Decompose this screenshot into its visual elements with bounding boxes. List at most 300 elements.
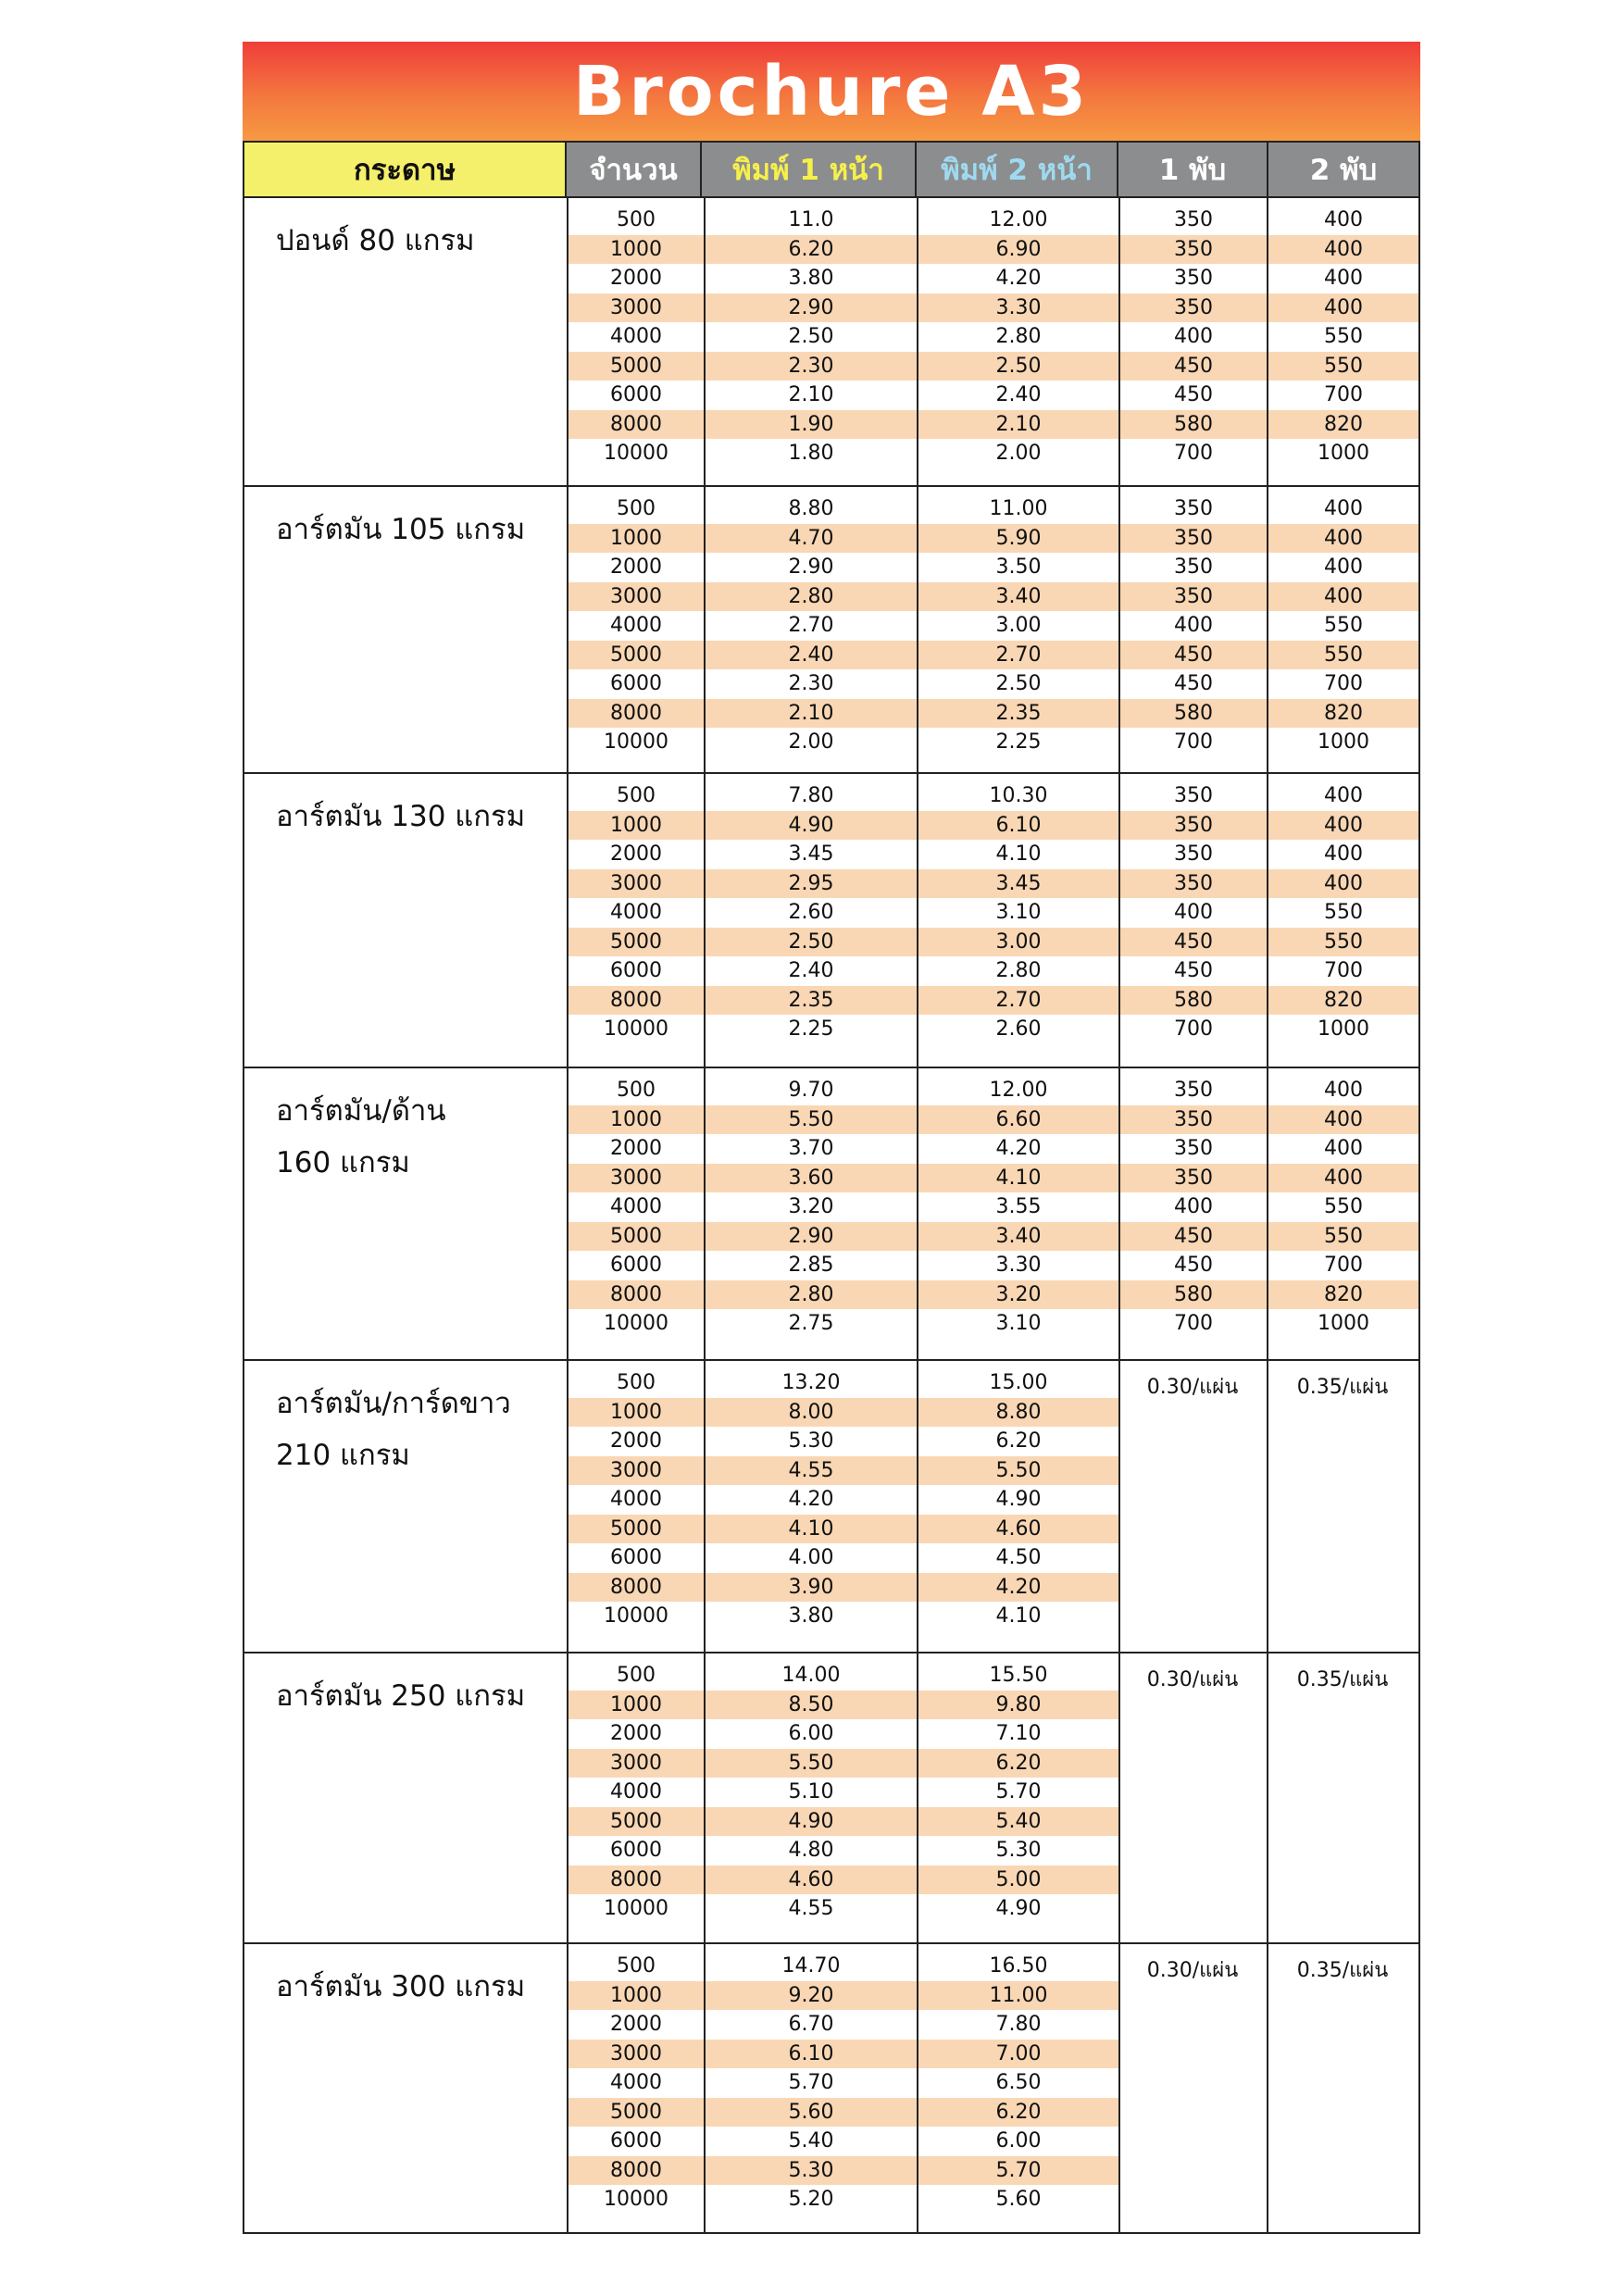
column-divider	[704, 487, 706, 772]
table-row	[568, 898, 1418, 928]
qty-cell: 3000	[568, 2040, 704, 2069]
column-divider	[917, 1068, 918, 1359]
print1-price-cell: 5.70	[704, 2068, 917, 2098]
qty-cell: 1000	[568, 811, 704, 841]
print1-price-cell: 3.80	[704, 264, 917, 293]
column-divider	[1267, 1068, 1268, 1359]
print1-price-cell: 2.80	[704, 582, 917, 612]
paper-type-line: อาร์ตมัน 105 แกรม	[276, 513, 526, 546]
print2-price-cell: 5.70	[917, 2156, 1118, 2186]
print2-price-cell: 5.90	[917, 524, 1118, 554]
fold1-price-cell	[1118, 1543, 1267, 1573]
table-row	[568, 1866, 1418, 1895]
fold1-price-cell: 350	[1118, 494, 1267, 524]
fold2-price-cell: 700	[1267, 669, 1418, 699]
print2-price-cell: 4.10	[917, 840, 1118, 869]
fold1-price-cell: 350	[1118, 1164, 1267, 1193]
table-row	[568, 1515, 1418, 1544]
fold2-price-cell	[1267, 2040, 1418, 2069]
table-row	[568, 264, 1418, 293]
print1-price-cell: 14.00	[704, 1661, 917, 1691]
paper-type	[244, 198, 568, 485]
column-divider	[704, 774, 706, 1067]
column-divider	[1267, 774, 1268, 1067]
header-paper: กระดาษ	[244, 143, 567, 196]
print1-price-cell: 2.95	[704, 869, 917, 899]
paper-type	[244, 1361, 568, 1652]
qty-cell: 3000	[568, 293, 704, 323]
qty-cell: 4000	[610, 901, 662, 925]
paper-type-line: อาร์ตมัน 250 แกรม	[276, 1679, 526, 1713]
fold2-price-cell: 400	[1267, 582, 1418, 612]
print1-price-cell: 2.35	[704, 986, 917, 1016]
header-fold2: 2 พับ	[1268, 143, 1418, 196]
print1-price-cell: 5.30	[704, 1427, 917, 1456]
fold2-price-cell: 550	[1267, 352, 1418, 381]
print1-price-cell: 1.80	[704, 439, 917, 468]
fold1-price-cell: 350	[1118, 524, 1267, 554]
print1-price-cell: 6.70	[704, 2010, 917, 2040]
fold2-price-cell	[1267, 1543, 1418, 1573]
qty-cell: 8000	[568, 1573, 704, 1603]
table-row	[568, 1164, 1418, 1193]
print2-price-cell: 4.90	[917, 1894, 1118, 1924]
table-row	[568, 1134, 1418, 1164]
print1-price-cell: 4.90	[704, 811, 917, 841]
qty-cell: 6000	[610, 1546, 662, 1570]
qty-cell: 3000	[568, 869, 704, 899]
paper-section	[243, 198, 1420, 487]
fold1-per-sheet-note: 0.30/แผ่น	[1118, 1370, 1267, 1403]
fold1-price-cell	[1118, 2185, 1267, 2215]
fold2-price-cell: 820	[1267, 986, 1418, 1016]
print2-price-cell: 3.20	[917, 1280, 1118, 1310]
fold2-price-cell: 1000	[1267, 728, 1418, 757]
print1-price-cell: 3.90	[704, 1573, 917, 1603]
paper-section	[243, 487, 1420, 774]
price-rows	[568, 1068, 1418, 1359]
print2-price-cell: 2.80	[917, 322, 1118, 352]
header-print2: พิมพ์ 2 หน้า	[917, 143, 1118, 196]
fold1-price-cell: 350	[1118, 869, 1267, 899]
table-row	[568, 1456, 1418, 1486]
print1-price-cell: 11.0	[704, 206, 917, 235]
fold2-price-cell: 400	[1267, 1134, 1418, 1164]
fold1-price-cell	[1118, 2068, 1267, 2098]
qty-cell: 2000	[610, 555, 662, 580]
fold1-price-cell: 700	[1118, 439, 1267, 468]
qty-cell: 4000	[610, 325, 662, 349]
print1-price-cell: 5.20	[704, 2185, 917, 2215]
price-rows	[568, 774, 1418, 1067]
qty-cell: 5000	[568, 1222, 704, 1252]
table-row	[568, 669, 1418, 699]
print1-price-cell: 14.70	[704, 1952, 917, 1981]
column-divider	[1118, 487, 1120, 772]
print1-price-cell: 2.50	[704, 322, 917, 352]
paper-type	[244, 1944, 568, 2232]
fold1-price-cell: 350	[1118, 781, 1267, 811]
print1-price-cell: 2.40	[704, 641, 917, 670]
column-divider	[1118, 1653, 1120, 1942]
paper-type-line: อาร์ตมัน/การ์ดขาว	[276, 1387, 511, 1420]
table-row	[568, 2010, 1418, 2040]
fold1-price-cell	[1118, 2098, 1267, 2128]
print2-price-cell: 3.00	[917, 611, 1118, 641]
qty-cell: 10000	[604, 730, 668, 755]
table-row	[568, 781, 1418, 811]
print2-price-cell: 11.00	[917, 494, 1118, 524]
print2-price-cell: 3.50	[917, 553, 1118, 582]
table-row	[568, 1076, 1418, 1105]
fold1-price-cell: 580	[1118, 986, 1267, 1016]
paper-section	[243, 1653, 1420, 1944]
print2-price-cell: 6.20	[917, 2098, 1118, 2128]
table-row	[568, 611, 1418, 641]
qty-cell: 5000	[568, 1515, 704, 1544]
print2-price-cell: 6.90	[917, 235, 1118, 265]
qty-cell: 4000	[610, 1780, 662, 1804]
fold2-price-cell: 820	[1267, 1280, 1418, 1310]
fold2-price-cell: 550	[1267, 322, 1418, 352]
table-row	[568, 439, 1418, 468]
qty-cell: 500	[617, 784, 656, 808]
fold2-price-cell	[1267, 1778, 1418, 1807]
print2-price-cell: 2.70	[917, 986, 1118, 1016]
qty-cell: 8000	[568, 1866, 704, 1895]
table-row	[568, 1222, 1418, 1252]
fold1-price-cell: 450	[1118, 1251, 1267, 1280]
qty-cell: 5000	[568, 352, 704, 381]
qty-cell: 4000	[610, 2071, 662, 2095]
table-row	[568, 811, 1418, 841]
fold1-price-cell: 350	[1118, 206, 1267, 235]
print1-price-cell: 4.90	[704, 1807, 917, 1837]
column-divider	[1118, 774, 1120, 1067]
column-divider	[1267, 487, 1268, 772]
print1-price-cell: 3.20	[704, 1192, 917, 1222]
qty-cell: 2000	[610, 1137, 662, 1161]
fold1-price-cell: 450	[1118, 352, 1267, 381]
print2-price-cell: 5.50	[917, 1456, 1118, 1486]
print2-price-cell: 2.80	[917, 956, 1118, 986]
print1-price-cell: 5.60	[704, 2098, 917, 2128]
price-rows	[568, 198, 1418, 485]
table-row	[568, 1894, 1418, 1924]
print1-price-cell: 9.20	[704, 1981, 917, 2011]
qty-cell: 500	[617, 1954, 656, 1978]
fold2-price-cell	[1267, 1719, 1418, 1749]
column-divider	[1118, 1361, 1120, 1652]
qty-cell: 2000	[610, 267, 662, 291]
qty-cell: 3000	[568, 582, 704, 612]
print1-price-cell: 4.80	[704, 1836, 917, 1866]
fold1-price-cell: 400	[1118, 611, 1267, 641]
fold2-price-cell: 400	[1267, 840, 1418, 869]
fold2-per-sheet-note: 0.35/แผ่น	[1267, 1370, 1418, 1403]
table-row	[568, 1192, 1418, 1222]
qty-cell: 4000	[610, 614, 662, 638]
table-row	[568, 2040, 1418, 2069]
fold1-price-cell: 350	[1118, 235, 1267, 265]
print2-price-cell: 8.80	[917, 1398, 1118, 1428]
print1-price-cell: 8.00	[704, 1398, 917, 1428]
fold2-price-cell: 400	[1267, 1105, 1418, 1135]
table-row	[568, 1105, 1418, 1135]
print1-price-cell: 2.30	[704, 352, 917, 381]
qty-cell: 8000	[568, 699, 704, 729]
fold1-price-cell: 580	[1118, 1280, 1267, 1310]
table-row	[568, 699, 1418, 729]
table-row	[568, 410, 1418, 440]
print1-price-cell: 2.25	[704, 1015, 917, 1044]
print1-price-cell: 7.80	[704, 781, 917, 811]
print1-price-cell: 3.80	[704, 1602, 917, 1631]
qty-cell: 500	[617, 208, 656, 232]
print1-price-cell: 5.50	[704, 1105, 917, 1135]
fold2-price-cell: 820	[1267, 410, 1418, 440]
print2-price-cell: 9.80	[917, 1691, 1118, 1720]
fold2-per-sheet-note: 0.35/แผ่น	[1267, 1663, 1418, 1695]
fold2-price-cell	[1267, 1836, 1418, 1866]
column-divider	[704, 198, 706, 485]
table-row	[568, 956, 1418, 986]
fold2-price-cell: 400	[1267, 293, 1418, 323]
fold2-price-cell: 400	[1267, 494, 1418, 524]
qty-cell: 6000	[610, 383, 662, 407]
print2-price-cell: 6.60	[917, 1105, 1118, 1135]
table-row	[568, 1836, 1418, 1866]
fold1-price-cell: 350	[1118, 264, 1267, 293]
fold2-price-cell: 1000	[1267, 1309, 1418, 1339]
fold1-price-cell: 580	[1118, 410, 1267, 440]
fold1-price-cell	[1118, 2040, 1267, 2069]
fold1-per-sheet-note: 0.30/แผ่น	[1118, 1953, 1267, 1986]
fold1-price-cell	[1118, 1573, 1267, 1603]
qty-cell: 8000	[568, 2156, 704, 2186]
paper-type	[244, 1653, 568, 1942]
fold1-price-cell: 350	[1118, 293, 1267, 323]
qty-cell: 10000	[604, 1017, 668, 1042]
fold2-price-cell: 700	[1267, 1251, 1418, 1280]
qty-cell: 6000	[610, 959, 662, 983]
qty-cell: 5000	[568, 2098, 704, 2128]
fold2-price-cell	[1267, 1894, 1418, 1924]
header-print1: พิมพ์ 1 หน้า	[702, 143, 917, 196]
print1-price-cell: 2.30	[704, 669, 917, 699]
table-row	[568, 322, 1418, 352]
fold1-price-cell	[1118, 1778, 1267, 1807]
page-title: Brochure A3	[572, 51, 1091, 131]
paper-section	[243, 1361, 1420, 1653]
print1-price-cell: 2.50	[704, 928, 917, 957]
column-divider	[1118, 1944, 1120, 2232]
print1-price-cell: 2.85	[704, 1251, 917, 1280]
fold2-price-cell: 1000	[1267, 439, 1418, 468]
qty-cell: 6000	[610, 2129, 662, 2153]
print2-price-cell: 2.25	[917, 728, 1118, 757]
fold1-price-cell: 400	[1118, 898, 1267, 928]
print2-price-cell: 6.20	[917, 1749, 1118, 1778]
print2-price-cell: 2.10	[917, 410, 1118, 440]
fold2-price-cell	[1267, 1456, 1418, 1486]
print2-price-cell: 5.60	[917, 2185, 1118, 2215]
fold1-price-cell	[1118, 2156, 1267, 2186]
print2-price-cell: 4.20	[917, 264, 1118, 293]
fold2-price-cell: 550	[1267, 1192, 1418, 1222]
column-divider	[917, 774, 918, 1067]
print2-price-cell: 2.60	[917, 1015, 1118, 1044]
qty-cell: 10000	[604, 2188, 668, 2212]
fold2-price-cell	[1267, 2127, 1418, 2156]
fold2-price-cell: 400	[1267, 524, 1418, 554]
print1-price-cell: 2.40	[704, 956, 917, 986]
fold1-price-cell: 700	[1118, 728, 1267, 757]
print1-price-cell: 4.70	[704, 524, 917, 554]
print2-price-cell: 3.30	[917, 1251, 1118, 1280]
table-row	[568, 869, 1418, 899]
fold2-price-cell: 400	[1267, 869, 1418, 899]
qty-cell: 1000	[568, 1691, 704, 1720]
print1-price-cell: 8.50	[704, 1691, 917, 1720]
paper-type-line: ปอนด์ 80 แกรม	[276, 224, 475, 257]
fold1-price-cell: 450	[1118, 641, 1267, 670]
print2-price-cell: 7.00	[917, 2040, 1118, 2069]
column-divider	[917, 1944, 918, 2232]
column-divider	[1267, 1653, 1268, 1942]
print2-price-cell: 3.10	[917, 898, 1118, 928]
fold1-price-cell: 350	[1118, 1105, 1267, 1135]
qty-cell: 2000	[610, 1722, 662, 1746]
print1-price-cell: 4.60	[704, 1866, 917, 1895]
column-divider	[917, 1653, 918, 1942]
fold2-price-cell: 400	[1267, 811, 1418, 841]
qty-cell: 6000	[610, 672, 662, 696]
qty-cell: 8000	[568, 1280, 704, 1310]
qty-cell: 6000	[610, 1839, 662, 1863]
fold2-price-cell: 400	[1267, 264, 1418, 293]
print1-price-cell: 3.60	[704, 1164, 917, 1193]
fold2-price-cell: 550	[1267, 1222, 1418, 1252]
table-row	[568, 2185, 1418, 2215]
price-rows	[568, 487, 1418, 772]
fold1-price-cell: 450	[1118, 956, 1267, 986]
fold2-price-cell	[1267, 1573, 1418, 1603]
fold1-price-cell: 700	[1118, 1015, 1267, 1044]
column-divider	[1118, 198, 1120, 485]
qty-cell: 500	[617, 497, 656, 521]
print1-price-cell: 4.10	[704, 1515, 917, 1544]
table-row	[568, 381, 1418, 410]
column-divider	[1267, 1361, 1268, 1652]
column-divider	[704, 1068, 706, 1359]
fold2-price-cell: 700	[1267, 381, 1418, 410]
column-divider	[917, 1361, 918, 1652]
qty-cell: 1000	[568, 235, 704, 265]
print1-price-cell: 2.80	[704, 1280, 917, 1310]
qty-cell: 3000	[568, 1456, 704, 1486]
table-row	[568, 553, 1418, 582]
fold2-price-cell	[1267, 1749, 1418, 1778]
print2-price-cell: 2.50	[917, 669, 1118, 699]
fold2-price-cell: 550	[1267, 641, 1418, 670]
fold1-price-cell	[1118, 1894, 1267, 1924]
table-row	[568, 1749, 1418, 1778]
paper-section	[243, 1068, 1420, 1361]
fold2-price-cell: 700	[1267, 956, 1418, 986]
fold1-price-cell: 350	[1118, 1076, 1267, 1105]
print2-price-cell: 7.10	[917, 1719, 1118, 1749]
print1-price-cell: 8.80	[704, 494, 917, 524]
print1-price-cell: 5.10	[704, 1778, 917, 1807]
print2-price-cell: 6.10	[917, 811, 1118, 841]
print2-price-cell: 3.40	[917, 582, 1118, 612]
print1-price-cell: 4.00	[704, 1543, 917, 1573]
print1-price-cell: 2.90	[704, 293, 917, 323]
fold2-price-cell: 1000	[1267, 1015, 1418, 1044]
column-divider	[704, 1653, 706, 1942]
print1-price-cell: 4.55	[704, 1894, 917, 1924]
qty-cell: 1000	[568, 1398, 704, 1428]
print2-price-cell: 6.50	[917, 2068, 1118, 2098]
fold1-price-cell: 700	[1118, 1309, 1267, 1339]
fold2-price-cell	[1267, 1515, 1418, 1544]
table-row	[568, 728, 1418, 757]
fold1-price-cell	[1118, 1807, 1267, 1837]
fold1-price-cell: 350	[1118, 840, 1267, 869]
price-rows	[568, 1944, 1418, 2232]
fold2-price-cell: 400	[1267, 553, 1418, 582]
print2-price-cell: 4.60	[917, 1515, 1118, 1544]
fold1-price-cell: 350	[1118, 811, 1267, 841]
table-row	[568, 352, 1418, 381]
print2-price-cell: 11.00	[917, 1981, 1118, 2011]
print2-price-cell: 5.30	[917, 1836, 1118, 1866]
price-table-body	[243, 198, 1420, 2234]
qty-cell: 10000	[604, 1312, 668, 1336]
column-divider	[1118, 1068, 1120, 1359]
fold2-price-cell	[1267, 1485, 1418, 1515]
fold1-price-cell: 350	[1118, 1134, 1267, 1164]
print2-price-cell: 15.50	[917, 1661, 1118, 1691]
paper-type-line: อาร์ตมัน 300 แกรม	[276, 1970, 526, 2003]
print1-price-cell: 2.75	[704, 1309, 917, 1339]
table-row	[568, 928, 1418, 957]
fold1-per-sheet-note: 0.30/แผ่น	[1118, 1663, 1267, 1695]
qty-cell: 3000	[568, 1749, 704, 1778]
qty-cell: 4000	[610, 1488, 662, 1512]
paper-type	[244, 487, 568, 772]
fold1-price-cell: 400	[1118, 1192, 1267, 1222]
print2-price-cell: 2.50	[917, 352, 1118, 381]
print1-price-cell: 2.90	[704, 1222, 917, 1252]
print2-price-cell: 16.50	[917, 1952, 1118, 1981]
table-row	[568, 235, 1418, 265]
column-divider	[917, 487, 918, 772]
print1-price-cell: 2.70	[704, 611, 917, 641]
table-row	[568, 1427, 1418, 1456]
table-row	[568, 1807, 1418, 1837]
header-qty: จำนวน	[567, 143, 702, 196]
print2-price-cell: 7.80	[917, 2010, 1118, 2040]
fold1-price-cell: 400	[1118, 322, 1267, 352]
column-divider	[1267, 198, 1268, 485]
paper-type-line: 160 แกรม	[276, 1146, 410, 1179]
print1-price-cell: 5.50	[704, 1749, 917, 1778]
print2-price-cell: 4.90	[917, 1485, 1118, 1515]
paper-section	[243, 1944, 1420, 2234]
print2-price-cell: 10.30	[917, 781, 1118, 811]
